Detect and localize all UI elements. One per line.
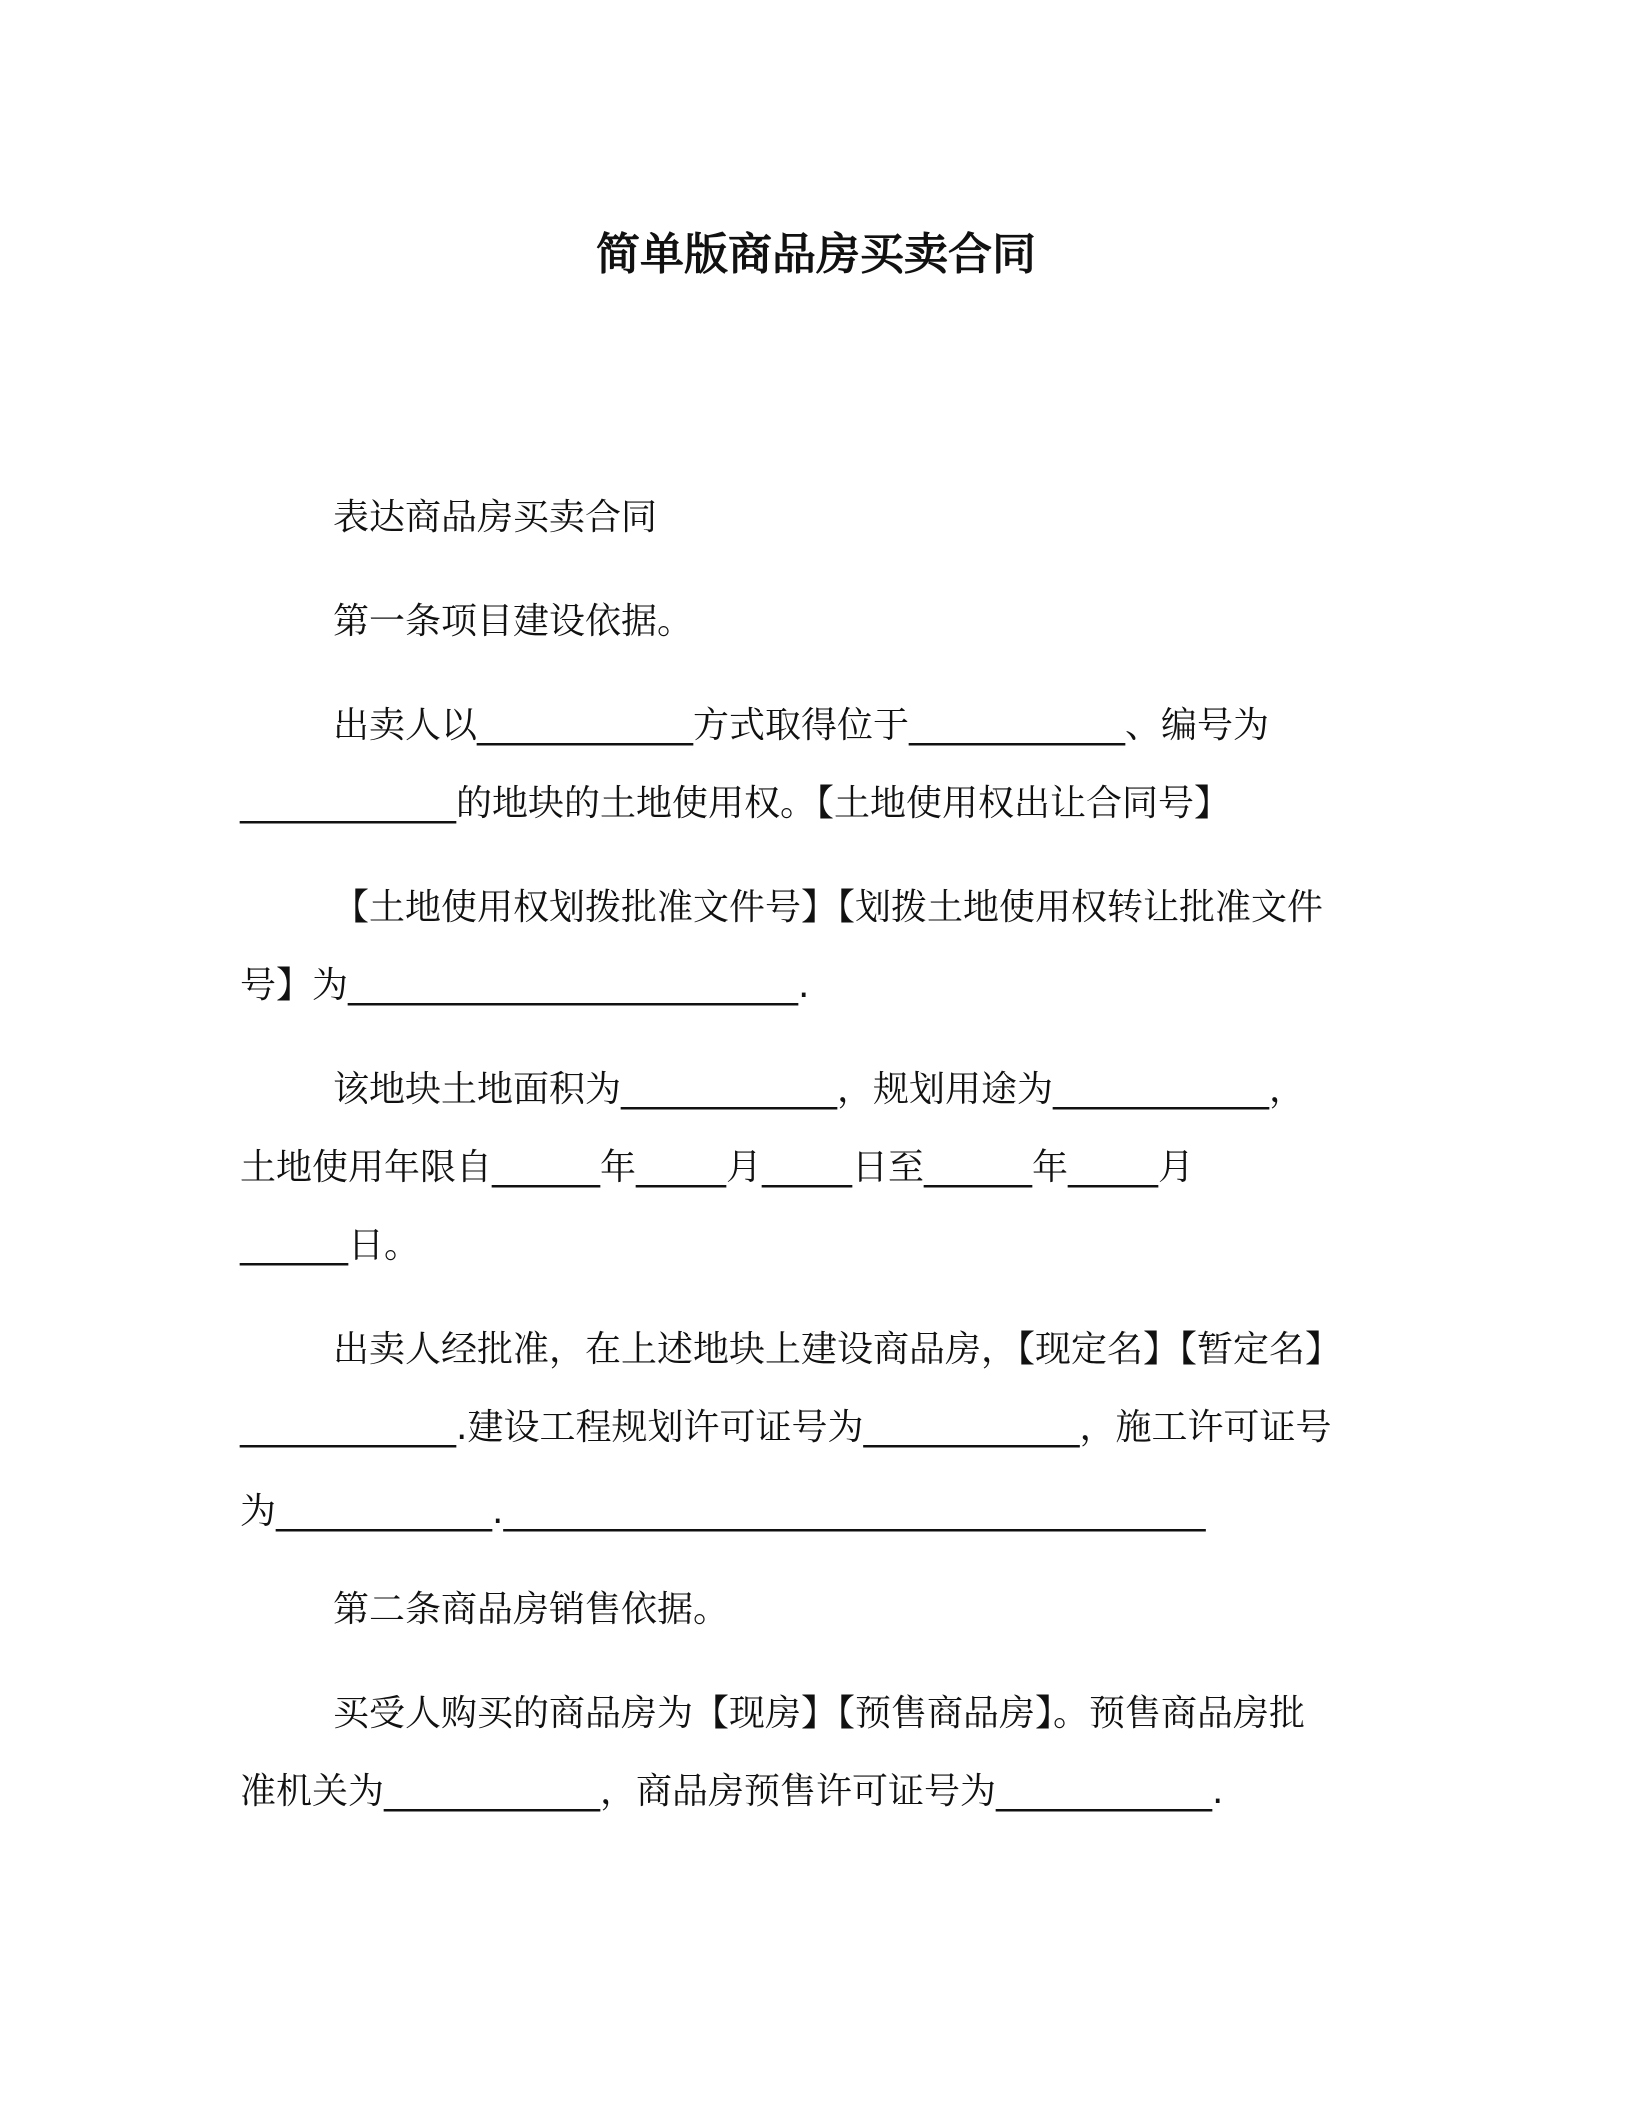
paragraph-line: ____________.建设工程规划许可证号为____________，施工许可证号: [240, 1407, 1332, 1448]
paragraph-line: 买受人购买的商品房为【现房】【预售商品房】。预售商品房批: [333, 1693, 1306, 1734]
paragraph-line: 【土地使用权划拨批准文件号】【划拨土地使用权转让批准文件: [333, 887, 1324, 928]
contract-heading: 表达商品房买卖合同: [333, 497, 658, 538]
paragraph-line: 号】为_________________________.: [240, 965, 810, 1006]
paragraph-line: 为____________._______________________________________: [240, 1491, 1206, 1532]
paragraph-line: 准机关为____________，商品房预售许可证号为____________.: [240, 1771, 1224, 1812]
paragraph-line: ______日。: [240, 1225, 421, 1266]
paragraph-line: 出卖人以____________方式取得位于____________、编号为: [333, 705, 1270, 746]
paragraph-line: 该地块土地面积为____________，规划用途为____________，: [333, 1069, 1306, 1110]
document-title: 简单版商品房买卖合同: [596, 229, 1036, 280]
paragraph-line: 出卖人经批准，在上述地块上建设商品房，【现定名】【暂定名】: [333, 1329, 1342, 1370]
paragraph-line: ____________的地块的土地使用权。【土地使用权出让合同号】: [240, 783, 1231, 824]
paragraph-line: 土地使用年限自______年_____月_____日至______年_____月: [240, 1147, 1195, 1188]
article-1-heading: 第一条项目建设依据。: [333, 601, 694, 642]
article-2-heading: 第二条商品房销售依据。: [333, 1589, 730, 1630]
